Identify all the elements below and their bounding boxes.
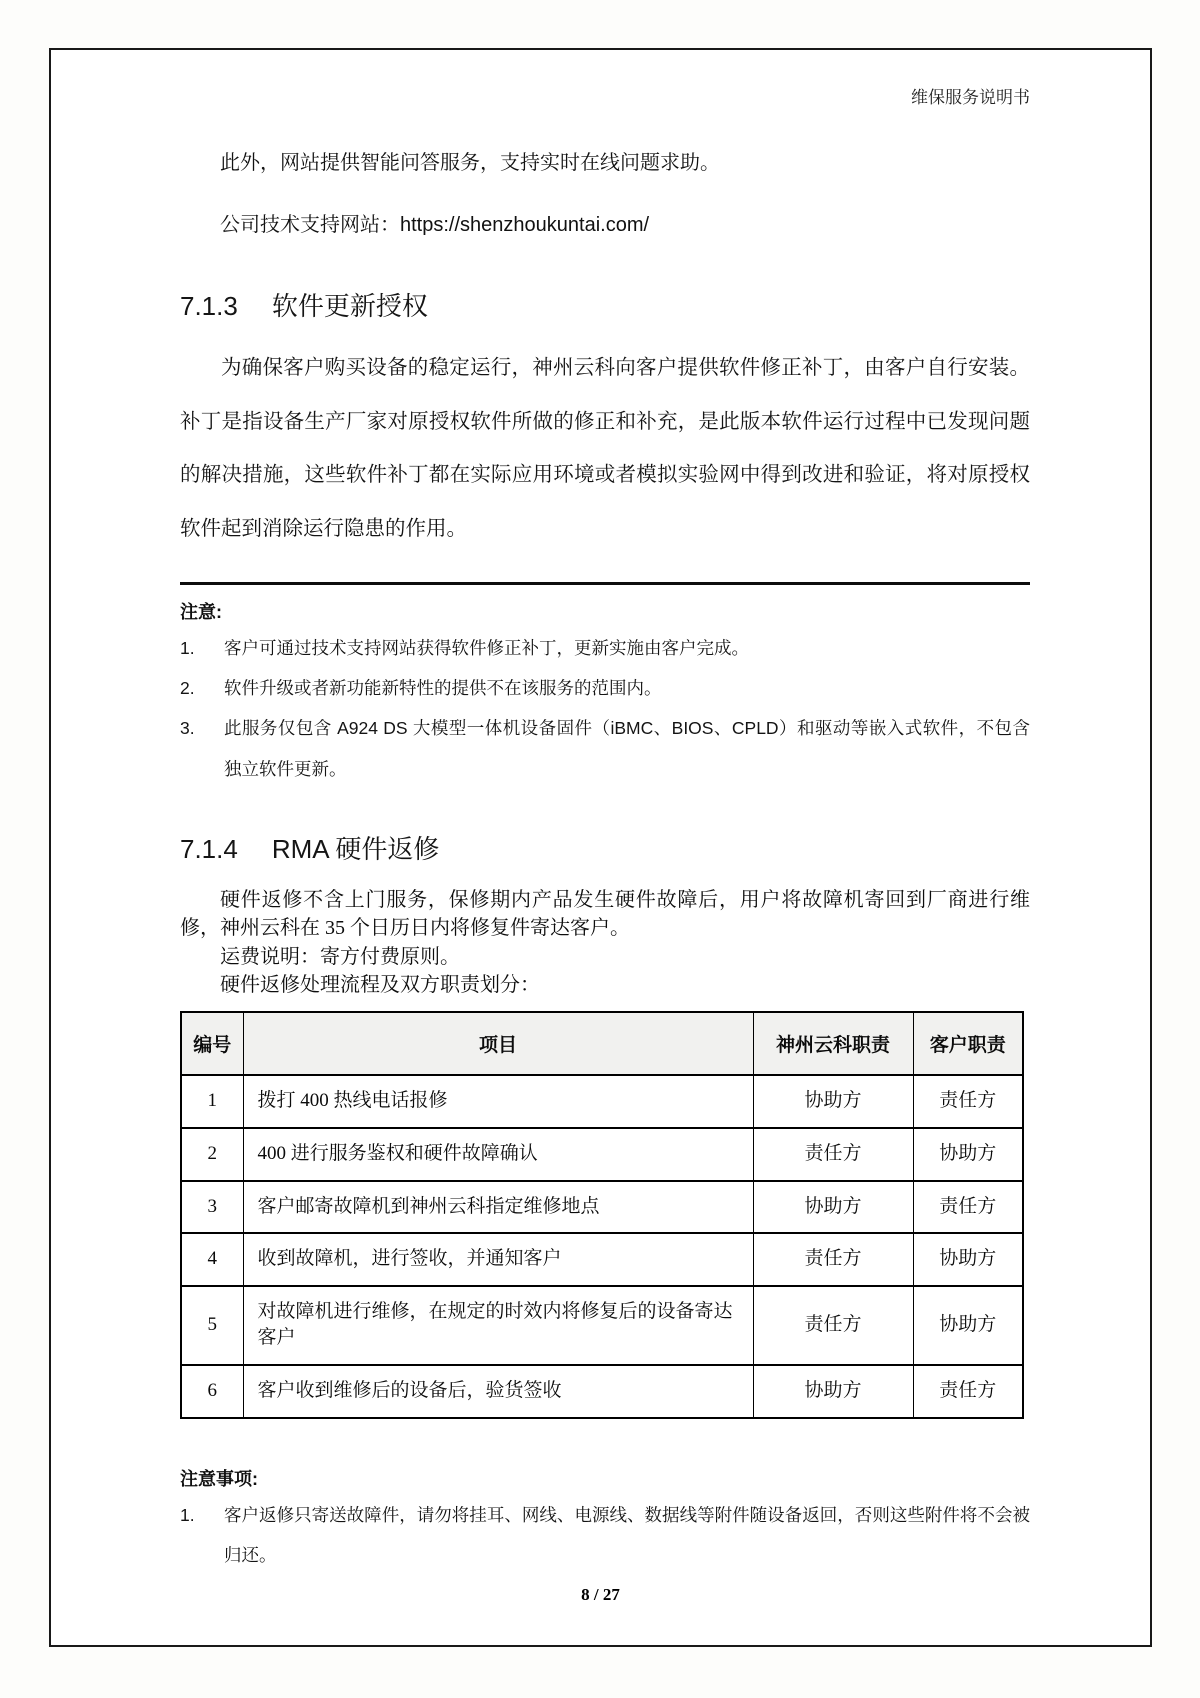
note-item-text: 此服务仅包含 A924 DS 大模型一体机设备固件（iBMC、BIOS、CPLD）和驱动等嵌入式软件，不包含独立软件更新。	[224, 718, 1030, 779]
section-number-713: 7.1.3	[180, 291, 238, 321]
table-header-row	[181, 1012, 1023, 1075]
doc-header-title: 维保服务说明书	[911, 88, 1030, 107]
document-page	[49, 48, 1152, 1647]
table-header-customer-duty: 客户职责	[913, 1012, 1023, 1075]
note-item-text: 客户返修只寄送故障件，请勿将挂耳、网线、电源线、数据线等附件随设备返回，否则这些附件将不会被归还。	[224, 1504, 1030, 1565]
section-number-714: 7.1.4	[180, 833, 238, 864]
note-item-text: 软件升级或者新功能新特性的提供不在该服务的范围内。	[224, 678, 662, 699]
divider-rule	[180, 582, 1030, 585]
table-header-item: 项目	[243, 1012, 753, 1075]
table-row	[181, 1286, 1023, 1365]
table-body	[181, 1075, 1023, 1417]
note-item-text: 客户可通过技术支持网站获得软件修正补丁，更新实施由客户完成。	[224, 637, 749, 658]
customer-duty-cell: 责任方	[913, 1181, 1023, 1234]
customer-duty-cell: 协助方	[913, 1128, 1023, 1181]
customer-duty-cell: 责任方	[913, 1075, 1023, 1128]
page-footer	[51, 1585, 1150, 1605]
row-number-cell: 6	[181, 1365, 243, 1418]
row-number-cell: 2	[181, 1128, 243, 1181]
table-header-vendor-duty: 神州云科职责	[753, 1012, 913, 1075]
vendor-duty-cell: 协助方	[753, 1365, 913, 1418]
vendor-duty-cell: 责任方	[753, 1128, 913, 1181]
customer-duty-cell: 责任方	[913, 1365, 1023, 1418]
section-title-713: 软件更新授权	[271, 291, 428, 321]
item-cell: 对故障机进行维修，在规定的时效内将修复后的设备寄达客户	[243, 1286, 753, 1365]
page-content	[51, 148, 1150, 1575]
rma-process-table	[180, 1011, 1024, 1418]
note-item-number: 3.	[180, 718, 195, 739]
row-number-cell: 3	[181, 1181, 243, 1234]
table-header-number: 编号	[181, 1012, 243, 1075]
note-item-number: 1.	[180, 1504, 195, 1525]
note-item	[180, 708, 1030, 789]
note-label-714: 注意事项:	[180, 1468, 258, 1489]
note-list-714	[180, 1495, 1030, 1576]
note-item	[180, 628, 1030, 668]
section-heading-713	[180, 286, 1030, 323]
intro-paragraph: 此外，网站提供智能问答服务，支持实时在线问题求助。	[220, 152, 720, 174]
note-item	[180, 1495, 1030, 1576]
page-number: 8 / 27	[581, 1585, 620, 1604]
row-number-cell: 4	[181, 1233, 243, 1286]
item-cell: 客户邮寄故障机到神州云科指定维修地点	[243, 1181, 753, 1234]
item-cell: 400 进行服务鉴权和硬件故障确认	[243, 1128, 753, 1181]
customer-duty-cell: 协助方	[913, 1286, 1023, 1365]
row-number-cell: 5	[181, 1286, 243, 1365]
row-number-cell: 1	[181, 1075, 243, 1128]
page-header	[51, 83, 1150, 108]
table-row	[181, 1233, 1023, 1286]
table-row	[181, 1365, 1023, 1418]
note-item-number: 2.	[180, 678, 195, 699]
process-intro-paragraph: 硬件返修处理流程及双方职责划分：	[220, 973, 540, 996]
table-row	[181, 1181, 1023, 1234]
table-row	[181, 1075, 1023, 1128]
vendor-duty-cell: 协助方	[753, 1181, 913, 1234]
vendor-duty-cell: 协助方	[753, 1075, 913, 1128]
table-head	[181, 1012, 1023, 1075]
section-heading-714	[180, 829, 1030, 866]
note-label-713: 注意:	[180, 601, 222, 622]
shipping-note-paragraph: 运费说明：寄方付费原则。	[220, 945, 460, 968]
customer-duty-cell: 协助方	[913, 1233, 1023, 1286]
section-title-714: RMA 硬件返修	[271, 833, 440, 864]
note-item	[180, 668, 1030, 708]
section-713-body: 为确保客户购买设备的稳定运行，神州云科向客户提供软件修正补丁，由客户自行安装。补丁是指设备生产厂家对原授权软件所做的修正和补充，是此版本软件运行过程中已发现问题的解决措施，这些软件补丁都在实际应用环境或者模拟实验网中得到改进和验证，将对原授权软件起到消除运行隐患的作用。	[180, 356, 1030, 541]
vendor-duty-cell: 责任方	[753, 1286, 913, 1365]
rma-paragraph: 硬件返修不含上门服务，保修期内产品发生硬件故障后，用户将故障机寄回到厂商进行维修，神州云科在 35 个日历日内将修复件寄达客户。	[180, 888, 1030, 940]
vendor-duty-cell: 责任方	[753, 1233, 913, 1286]
support-site-paragraph: 公司技术支持网站：https://shenzhoukuntai.com/	[220, 214, 650, 236]
item-cell: 客户收到维修后的设备后，验货签收	[243, 1365, 753, 1418]
item-cell: 收到故障机，进行签收，并通知客户	[243, 1233, 753, 1286]
note-item-number: 1.	[180, 637, 195, 658]
table-row	[181, 1128, 1023, 1181]
note-list-713	[180, 628, 1030, 789]
item-cell: 拨打 400 热线电话报修	[243, 1075, 753, 1128]
